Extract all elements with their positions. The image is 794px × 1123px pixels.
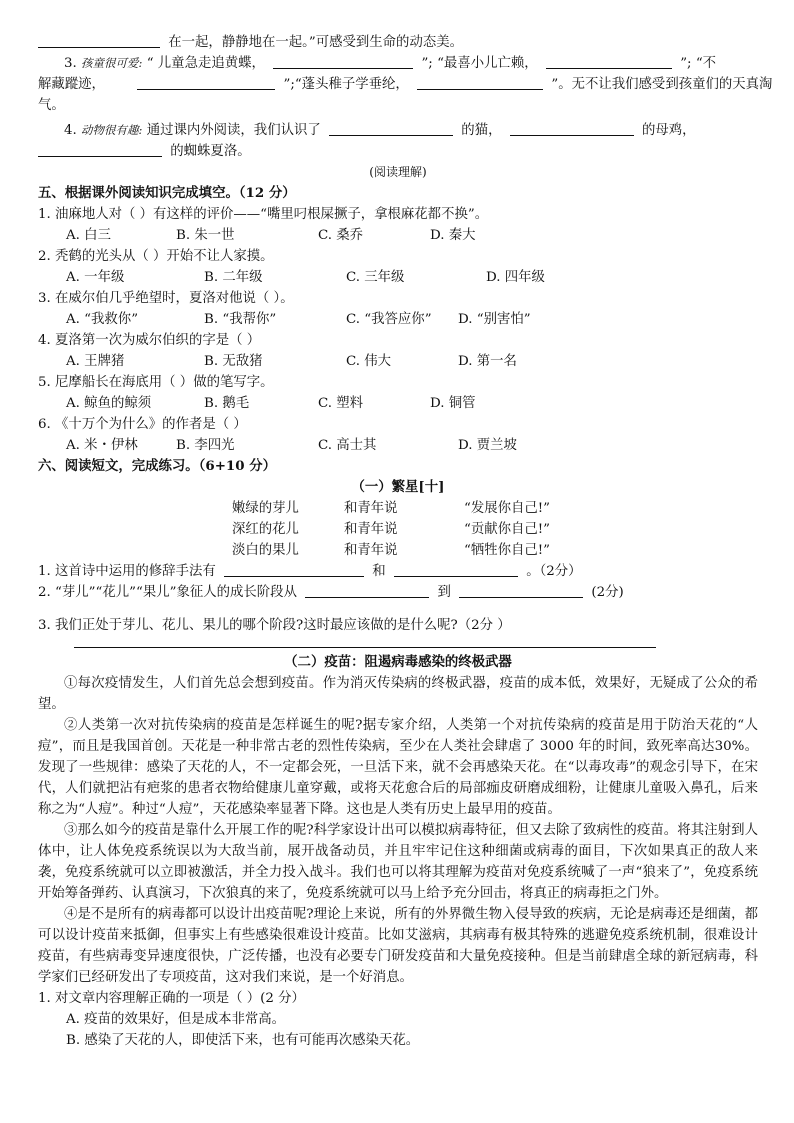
line-text: 的母鸡， — [642, 123, 696, 138]
option-c[interactable]: C. 三年级 — [346, 270, 405, 285]
answer-blank[interactable] — [137, 75, 275, 90]
question-number: 3. — [64, 56, 77, 71]
mc-question: 4. 夏洛第一次为威尔伯织的字是（ ） — [38, 333, 261, 348]
section-5-heading: 五、根据课外阅读知识完成填空。（12 分） — [38, 185, 296, 201]
mc-options — [38, 309, 758, 330]
poem-cell: 和青年说 — [344, 501, 398, 516]
option-b[interactable]: B. 无敌猪 — [204, 354, 263, 369]
option-b[interactable]: B. 感染了天花的人，即使活下来，也有可能再次感染天花。 — [66, 1033, 420, 1048]
option-a[interactable]: A. 白三 — [66, 228, 111, 243]
mc-options — [38, 351, 758, 372]
poem-cell: 嫩绿的芽儿 — [232, 501, 299, 516]
line-text: ”; — [680, 56, 692, 71]
article-paragraph: ③那么如今的疫苗是靠什么开展工作的呢?科学家设计出可以模拟病毒特征，但又去除了致病性的疫苗。将其注射到人体中，让人体免疫系统误以为大敌当前，展开战备动员，并且牢牢记住这种细菌或病毒的面目，下次如果真正的敌人来袭，免疫系统就可以立即被激活，并全力投入战斗。我们也可以将其理解为疫苗对免疫系统喊了一声“狼来了”，免疫系统开始筹备弹药、认真演习，下次狼真的来了，免疫系统就可以马上给予充分回击，将真正的病毒拒之门外。 — [38, 823, 758, 901]
line-text: 的蜘蛛夏洛。 — [170, 144, 251, 159]
poem-title: （一）繁星[十] — [351, 479, 445, 495]
answer-blank[interactable] — [224, 562, 364, 577]
mc-options — [38, 393, 758, 414]
option-b[interactable]: B. 朱一世 — [176, 228, 235, 243]
question-number: 4. — [64, 123, 77, 138]
answer-blank[interactable] — [38, 33, 160, 48]
article-paragraph: ①每次疫情发生，人们首先总会想到疫苗。作为消灭传染病的终极武器，疫苗的成本低，效果好，无疑成了公众的希望。 — [38, 676, 758, 712]
mc-options — [38, 225, 758, 246]
answer-blank[interactable] — [459, 583, 583, 598]
line-text: 在一起，静静地在一起。”可感受到生命的动态美。 — [168, 35, 464, 50]
question-4-line-2 — [38, 141, 758, 162]
question-title: 孩童很可爱: — [81, 56, 143, 70]
article-paragraph: ④是不是所有的病毒都可以设计出疫苗呢?理论上来说，所有的外界微生物入侵导致的疾病，无论是病毒还是细菌，都可以设计疫苗来抵御，但事实上有些感染很难设计疫苗。比如艾滋病，其病毒有极其特殊的逃避免疫系统机制，很难设计疫苗，有些病毒变异速度很快，广泛传播，也没有必要专门研发疫苗和大量免疫接种。但是当前肆虐全球的新冠病毒，科学家们已经研发出了专项疫苗，这对我们来说，是一个好消息。 — [38, 907, 758, 985]
option-a[interactable]: A. 鲸鱼的鲸须 — [66, 396, 152, 411]
option-c[interactable]: C. 高士其 — [318, 438, 377, 453]
exam-page — [38, 32, 773, 1051]
option-b[interactable]: B. “我帮你” — [204, 312, 277, 327]
question-title: 动物很有趣: — [81, 123, 143, 137]
option-d[interactable]: D. 秦大 — [430, 228, 476, 243]
poem-cell: 深红的花儿 — [232, 522, 299, 537]
poem-question-2 — [38, 582, 758, 603]
mc-question: 3. 在威尔伯几乎绝望时，夏洛对他说（ ）。 — [38, 291, 294, 306]
answer-blank[interactable] — [273, 54, 413, 69]
line-text: “最喜小儿亡赖， — [437, 56, 538, 71]
option-b[interactable]: B. 二年级 — [204, 270, 263, 285]
mc-question: 2. 秃鹤的光头从（ ）开始不让人家摸。 — [38, 249, 274, 264]
question-4-line-1 — [38, 120, 758, 141]
option-d[interactable]: D. “别害怕” — [458, 312, 531, 327]
option-c[interactable]: C. “我答应你” — [346, 312, 432, 327]
line-text: “不 — [695, 56, 717, 71]
poem-cell: “牺牲你自己!” — [464, 543, 551, 558]
question-3-line-3 — [38, 95, 758, 116]
answer-line-wrap — [38, 636, 758, 652]
line-text: 。（2分） — [526, 564, 582, 579]
poem-cell: 和青年说 — [344, 522, 398, 537]
option-c[interactable]: C. 伟大 — [346, 354, 392, 369]
option-a[interactable]: A. 王牌猪 — [66, 354, 125, 369]
line-text: 到 — [437, 585, 451, 600]
answer-blank[interactable] — [305, 583, 429, 598]
line-text: 1. 这首诗中运用的修辞手法有 — [38, 564, 216, 579]
option-d[interactable]: D. 四年级 — [486, 270, 545, 285]
answer-line[interactable] — [74, 647, 656, 648]
mc-question: 1. 油麻地人对（ ）有这样的评价——“嘴里叼根屎撅子，拿根麻花都不换”。 — [38, 207, 489, 222]
line-text: ”。无不让我们感受到孩童们的天真淘 — [551, 77, 773, 92]
answer-blank[interactable] — [38, 142, 162, 157]
line-text: ”; — [421, 56, 433, 71]
answer-blank[interactable] — [546, 54, 672, 69]
option-c[interactable]: C. 塑料 — [318, 396, 364, 411]
mc-options — [38, 267, 758, 288]
option-b[interactable]: B. 李四光 — [176, 438, 235, 453]
section-label-text: 阅读理解 — [373, 165, 422, 179]
line-text: “ 儿童急走追黄蝶， — [146, 56, 265, 71]
line-text: 通过课内外阅读，我们认识了 — [146, 123, 321, 138]
mc-question: 5. 尼摩船长在海底用（ ）做的笔写字。 — [38, 375, 274, 390]
poem — [38, 498, 758, 561]
option-a[interactable]: A. 疫苗的效果好，但是成本非常高。 — [66, 1012, 286, 1027]
line-text: 气。 — [38, 98, 65, 113]
article-question-1: 1. 对文章内容理解正确的一项是（ ）(2 分） — [38, 991, 305, 1006]
option-d[interactable]: D. 贾兰坡 — [458, 438, 517, 453]
poem-line — [38, 540, 758, 561]
poem-cell: 和青年说 — [344, 543, 398, 558]
poem-question-1 — [38, 561, 758, 582]
option-a[interactable]: A. 一年级 — [66, 270, 125, 285]
question-3-line-1 — [38, 53, 758, 74]
section-label: (阅读理解) — [369, 165, 427, 179]
option-b[interactable]: B. 鹅毛 — [204, 396, 250, 411]
poem-line — [38, 519, 758, 540]
section-6-heading: 六、阅读短文，完成练习。（6+10 分） — [38, 458, 276, 474]
mc-options — [38, 435, 758, 456]
option-d[interactable]: D. 铜管 — [430, 396, 476, 411]
poem-cell: “贡献你自己!” — [464, 522, 551, 537]
line-text: 2. “芽儿”“花儿”“果儿”象征人的成长阶段从 — [38, 585, 297, 600]
poem-cell: 淡白的果儿 — [232, 543, 299, 558]
poem-cell: “发展你自己!” — [464, 501, 551, 516]
option-a[interactable]: A. 米・伊林 — [66, 438, 138, 453]
poem-question-3: 3. 我们正处于芽儿、花儿、果儿的哪个阶段?这时最应该做的是什么呢?（2分 ） — [38, 618, 511, 633]
line-text: ”;“蓬头稚子学垂纶， — [283, 77, 409, 92]
poem-line — [38, 498, 758, 519]
option-c[interactable]: C. 桑乔 — [318, 228, 364, 243]
answer-blank[interactable] — [329, 121, 453, 136]
article-title: （二）疫苗：阻遏病毒感染的终极武器 — [284, 654, 512, 670]
line-text: 的猫， — [461, 123, 502, 138]
line-text: 解藏蹤迹， — [38, 77, 105, 92]
question-3-line-2 — [38, 74, 773, 95]
option-d[interactable]: D. 第一名 — [458, 354, 517, 369]
line-text: 和 — [372, 564, 386, 579]
answer-blank[interactable] — [417, 75, 543, 90]
article-paragraph: ②人类第一次对抗传染病的疫苗是怎样诞生的呢?据专家介绍，人类第一个对抗传染病的疫苗是用于防治天花的“人痘”，而且是我国首创。天花是一种非常古老的烈性传染病，至少在人类社会肆虐了 3000 年的时间，致死率高达30%。发现了一些规律：感染了天花的人，不一定都会死，一旦活下来，就不会再感染天花。在“以毒攻毒”的观念引导下，在宋代，人们就把沾有疤浆的患者衣物给健康儿童穿戴，或将天花愈合后的局部痂皮研磨成细粉，让健康儿童吸入鼻孔，后来称之为“人痘”。种过“人痘”，天花感染率显著下降。这也是人类有历史上最早用的疫苗。 — [38, 718, 758, 817]
line-text: (2分) — [591, 585, 624, 600]
section-5-questions — [38, 204, 758, 456]
answer-blank[interactable] — [394, 562, 518, 577]
mc-question: 6. 《十万个为什么》的作者是（ ） — [38, 417, 247, 432]
option-a[interactable]: A. “我救你” — [66, 312, 139, 327]
answer-blank[interactable] — [510, 121, 634, 136]
fill-line-1 — [38, 32, 758, 53]
